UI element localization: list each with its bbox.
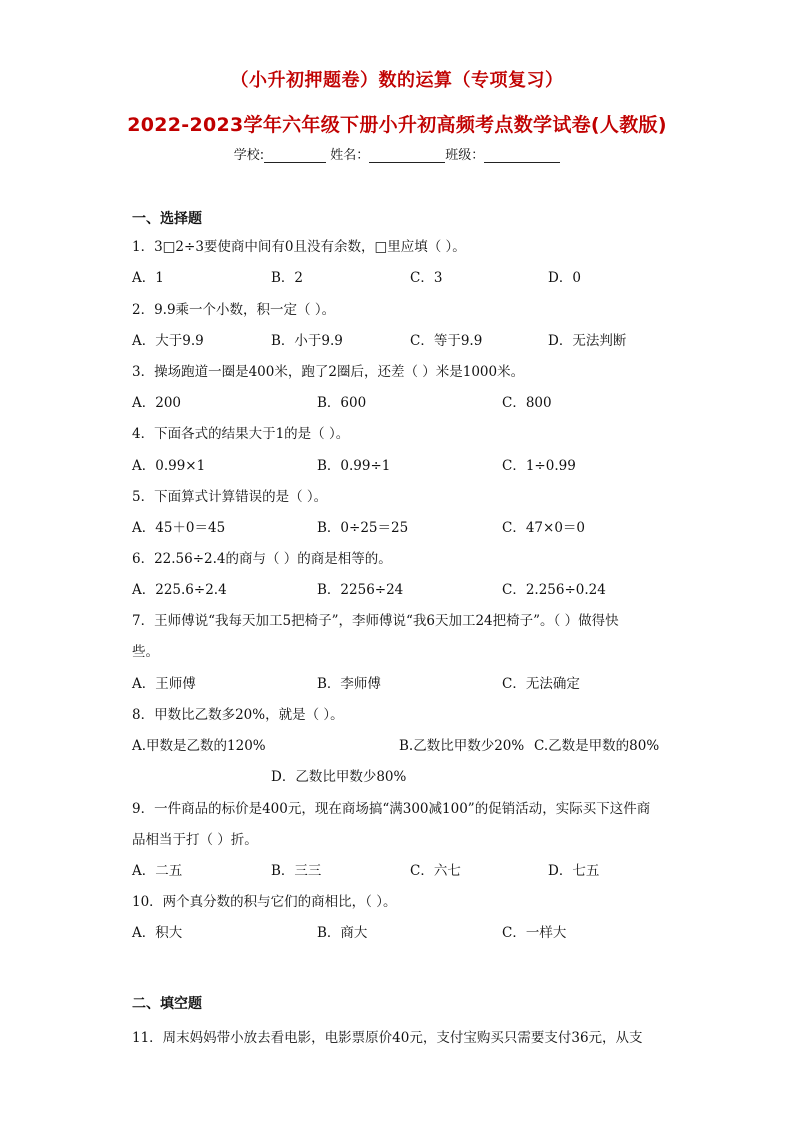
- q8-option-d[interactable]: D．乙数比甲数少80%: [271, 769, 407, 785]
- q3-option-c[interactable]: C．800: [502, 395, 552, 411]
- q10-option-a[interactable]: A．积大: [132, 925, 183, 941]
- q2-option-b[interactable]: B．小于9.9: [271, 333, 343, 349]
- q6-option-c[interactable]: C．2.256÷0.24: [502, 582, 606, 598]
- school-label: 学校:: [233, 148, 265, 163]
- name-blank[interactable]: [369, 148, 445, 163]
- q10-option-c[interactable]: C．一样大: [502, 925, 567, 941]
- question-8: 8．甲数比乙数多20%，就是（ ）。: [132, 707, 344, 723]
- question-2: 2．9.9乘一个小数，积一定（ ）。: [132, 302, 336, 318]
- q6-option-a[interactable]: A．225.6÷2.4: [132, 582, 227, 598]
- question-11: 11．周末妈妈带小放去看电影，电影票原价40元，支付宝购买只需要支付36元，从支: [132, 1030, 643, 1046]
- class-label: 班级：: [445, 148, 485, 163]
- question-1: 1．3□2÷3要使商中间有0且没有余数，□里应填（ ）。: [132, 239, 466, 255]
- exam-title: （小升初押题卷）数的运算（专项复习）: [230, 70, 564, 91]
- q8-option-a[interactable]: A.甲数是乙数的120%: [132, 738, 266, 754]
- q9-option-d[interactable]: D．七五: [548, 863, 600, 879]
- q3-option-a[interactable]: A．200: [132, 395, 182, 411]
- q1-option-d[interactable]: D．0: [548, 270, 581, 286]
- question-9: 9．一件商品的标价是400元，现在商场搞“满300减100”的促销活动，实际买下这件商: [132, 801, 651, 817]
- q9-option-c[interactable]: C．六七: [410, 863, 461, 879]
- q10-option-b[interactable]: B．商大: [317, 925, 368, 941]
- question-7-cont: 些。: [132, 644, 159, 660]
- q9-option-a[interactable]: A．二五: [132, 863, 183, 879]
- question-3: 3．操场跑道一圈是400米，跑了2圈后，还差（ ）米是1000米。: [132, 364, 525, 380]
- q2-option-d[interactable]: D．无法判断: [548, 333, 627, 349]
- question-5: 5．下面算式计算错误的是（ ）。: [132, 489, 328, 505]
- q7-option-c[interactable]: C．无法确定: [502, 676, 580, 692]
- q1-option-c[interactable]: C．3: [410, 270, 443, 286]
- q5-option-c[interactable]: C．47×0＝0: [502, 520, 585, 536]
- q2-option-c[interactable]: C．等于9.9: [410, 333, 483, 349]
- q9-option-b[interactable]: B．三三: [271, 863, 322, 879]
- q1-option-a[interactable]: A．1: [132, 270, 164, 286]
- student-info-row: [0, 144, 794, 163]
- school-blank[interactable]: [264, 148, 326, 163]
- q5-option-b[interactable]: B．0÷25＝25: [317, 520, 409, 536]
- question-7: 7．王师傅说“我每天加工5把椅子”，李师傅说“我6天加工24把椅子”。（ ）做得快: [132, 613, 619, 629]
- q6-option-b[interactable]: B．2256÷24: [317, 582, 404, 598]
- q4-option-b[interactable]: B．0.99÷1: [317, 458, 391, 474]
- question-10: 10．两个真分数的积与它们的商相比，（ ）。: [132, 894, 397, 910]
- question-6: 6．22.56÷2.4的商与（ ）的商是相等的。: [132, 551, 392, 567]
- q4-option-a[interactable]: A．0.99×1: [132, 458, 206, 474]
- q8-option-c[interactable]: C.乙数是甲数的80%: [534, 738, 660, 754]
- question-4: 4．下面各式的结果大于1的是（ ）。: [132, 426, 350, 442]
- q1-option-b[interactable]: B．2: [271, 270, 304, 286]
- section-title-fill: 二、填空题: [132, 996, 202, 1012]
- exam-subtitle: 2022-2023学年六年级下册小升初高频考点数学试卷(人教版): [127, 114, 667, 136]
- q2-option-a[interactable]: A．大于9.9: [132, 333, 204, 349]
- name-label: 姓名：: [330, 148, 370, 163]
- q4-option-c[interactable]: C．1÷0.99: [502, 458, 576, 474]
- class-blank[interactable]: [484, 148, 560, 163]
- q3-option-b[interactable]: B．600: [317, 395, 367, 411]
- q8-option-b[interactable]: B.乙数比甲数少20%: [399, 738, 525, 754]
- section-title-choice: 一、选择题: [132, 211, 202, 227]
- q7-option-a[interactable]: A．王师傅: [132, 676, 196, 692]
- q7-option-b[interactable]: B．李师傅: [317, 676, 381, 692]
- q5-option-a[interactable]: A．45＋0＝45: [132, 520, 226, 536]
- question-9-cont: 品相当于打（ ）折。: [132, 832, 258, 848]
